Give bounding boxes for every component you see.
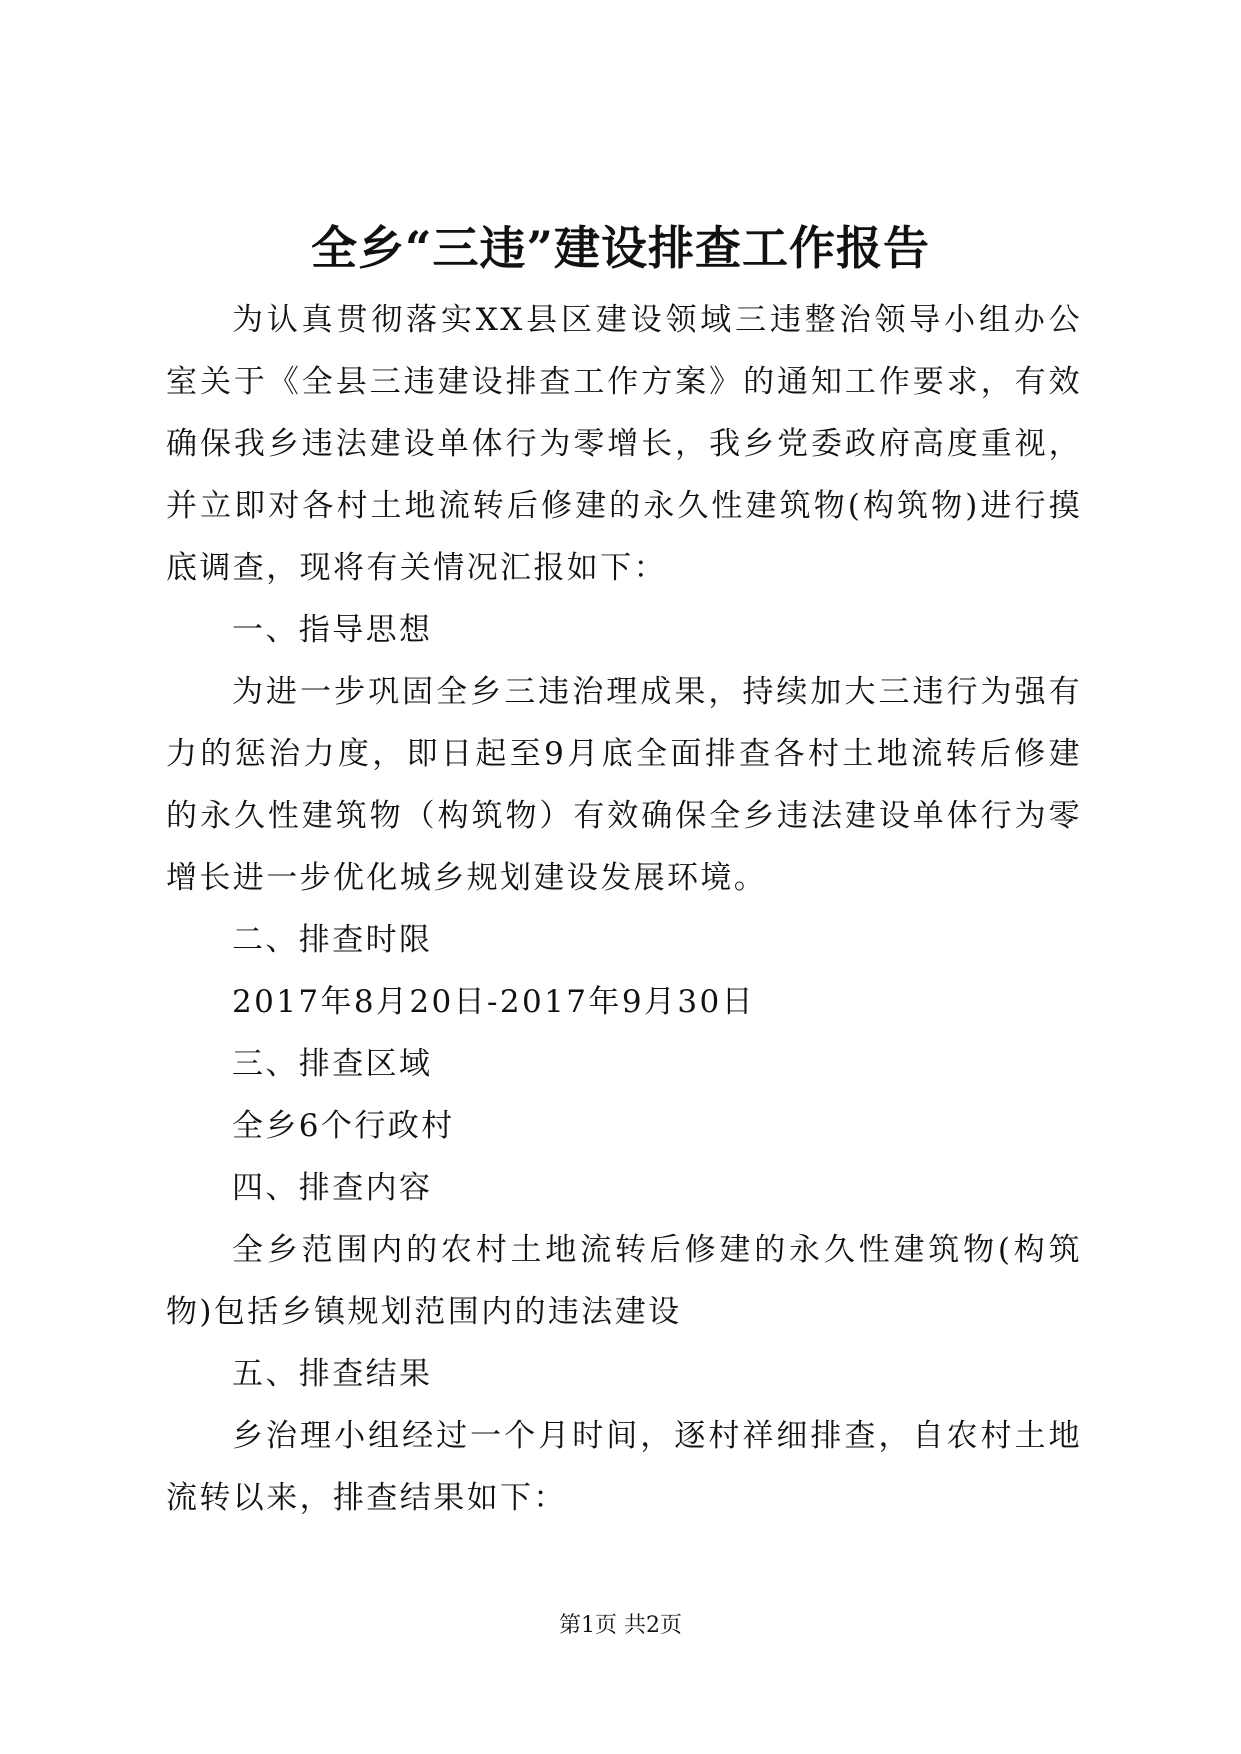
- section-heading-guiding-thought: 一、指导思想: [232, 612, 433, 648]
- page-footer: 第1页 共2页: [559, 1613, 682, 1638]
- section-heading-content: 四、排查内容: [232, 1170, 433, 1206]
- document-title: 全乡“三违”建设排查工作报告: [311, 221, 930, 275]
- content-paragraph: 全乡范围内的农村土地流转后修建的永久性建筑物(构筑物)包括乡镇规划范围内的违法建设: [166, 1232, 1082, 1330]
- results-paragraph: 乡治理小组经过一个月时间，逐村祥细排查，自农村土地流转以来，排查结果如下：: [166, 1418, 1082, 1516]
- section-heading-results: 五、排查结果: [232, 1356, 433, 1392]
- section-heading-area: 三、排查区域: [232, 1046, 433, 1082]
- section-heading-time-limit: 二、排查时限: [232, 922, 433, 958]
- document-body: [166, 289, 1082, 1529]
- guiding-thought-paragraph: 为进一步巩固全乡三违治理成果，持续加大三违行为强有力的惩治力度，即日起至9月底全面排查各村土地流转后修建的永久性建筑物（构筑物）有效确保全乡违法建设单体行为零增长进一步优化城乡规划建设发展环境。: [166, 674, 1082, 896]
- time-limit-paragraph: 2017年8月20日-2017年9月30日: [232, 984, 755, 1020]
- intro-paragraph: 为认真贯彻落实XX县区建设领域三违整治领导小组办公室关于《全县三违建设排查工作方案》的通知工作要求，有效确保我乡违法建设单体行为零增长，我乡党委政府高度重视，并立即对各村土地流转后修建的永久性建筑物(构筑物)进行摸底调查，现将有关情况汇报如下：: [166, 302, 1082, 586]
- area-paragraph: 全乡6个行政村: [232, 1108, 455, 1144]
